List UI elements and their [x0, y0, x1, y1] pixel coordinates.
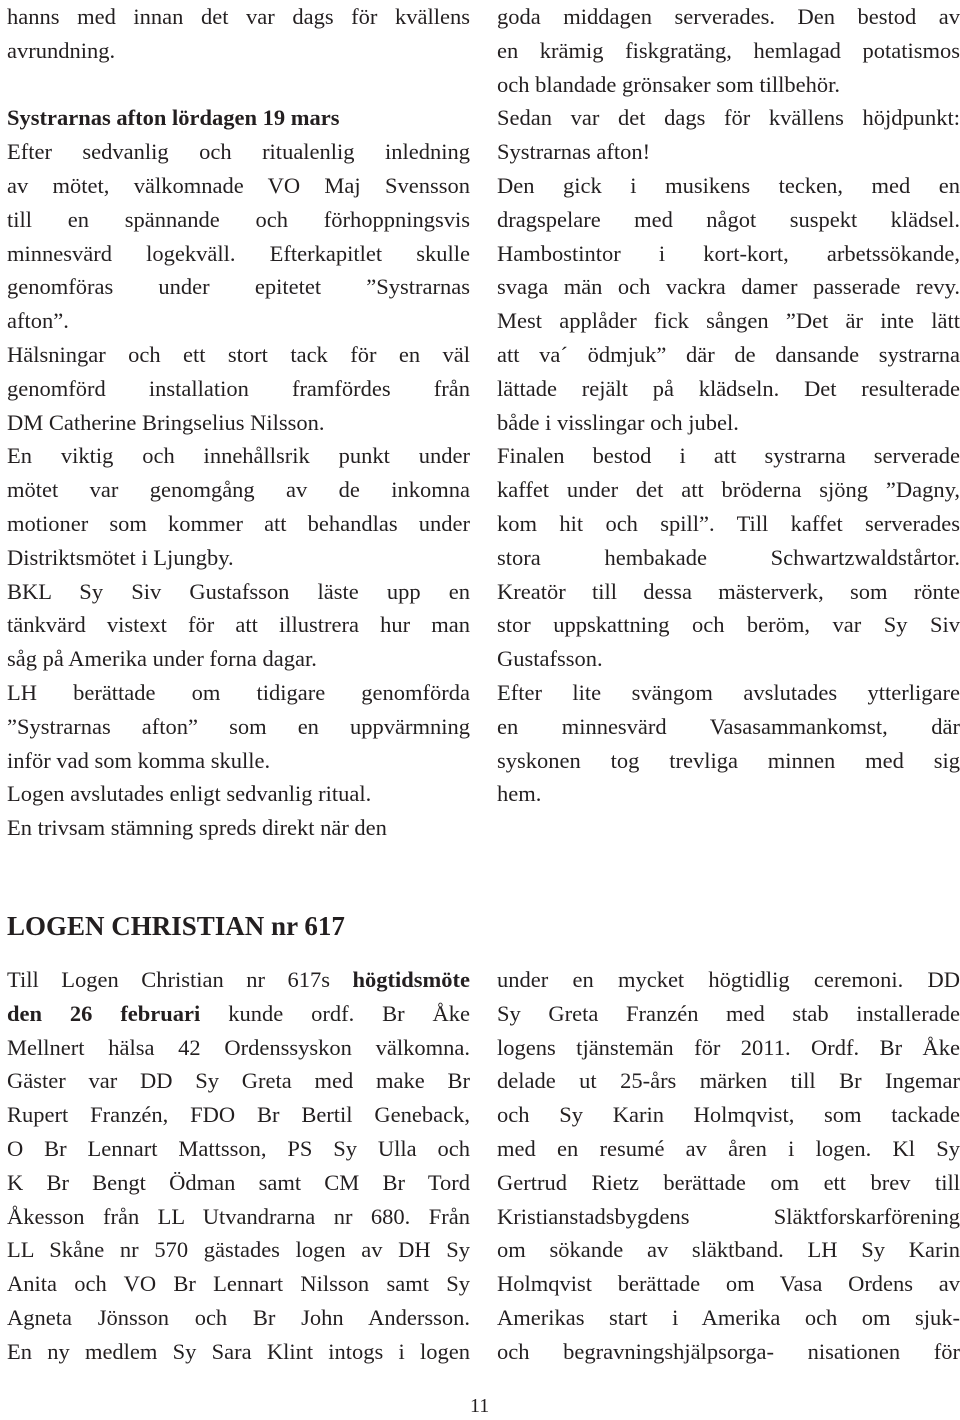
text-line: kom hit och spill”. Till kaffet serverades	[497, 510, 960, 536]
text-line: Kristianstadsbygdens Släktforskarförening	[497, 1203, 960, 1229]
article-column-top-left	[7, 0, 470, 845]
text-line: LL Skåne nr 570 gästades logen av DH Sy	[7, 1237, 470, 1263]
text-line: LH berättade om tidigare genomförda	[7, 679, 470, 705]
text-line: O Br Lennart Mattsson, PS Sy Ulla och	[7, 1135, 470, 1161]
text-line: K Br Bengt Ödman samt CM Br Tord	[7, 1169, 470, 1195]
text-line: svaga män och vackra damer passerade revy.	[497, 274, 960, 300]
paragraph	[497, 676, 960, 811]
text-line: Den gick i musikens tecken, med en	[497, 172, 960, 198]
text-line: Gäster var DD Sy Greta med make Br	[7, 1068, 470, 1094]
text-line: goda middagen serverades. Den bestod av	[497, 4, 960, 29]
text-line: stor uppskattning och beröm, var Sy Siv	[497, 612, 960, 638]
text-line: Sy Greta Franzén med stab installerade	[497, 1000, 960, 1026]
text-line: Logen avslutades enligt sedvanlig ritual.	[7, 781, 372, 807]
text-run: kunde ordf. Br Åke	[200, 1000, 470, 1026]
text-line: kaffet under det att bröderna sjöng ”Dagny,	[497, 477, 960, 503]
text-line: genomförd installation framfördes från	[7, 375, 470, 401]
text-line: En ny medlem Sy Sara Klint intogs i logen	[7, 1338, 470, 1364]
text-line: Anita och VO Br Lennart Nilsson samt Sy	[7, 1271, 470, 1297]
paragraph	[7, 676, 470, 777]
text-run: Till Logen Christian nr 617s	[7, 967, 353, 992]
text-line: stora hembakade Schwartzwaldstårtor.	[497, 544, 960, 570]
paragraph	[7, 777, 470, 811]
text-line: både i visslingar och jubel.	[497, 409, 739, 435]
text-line: DM Catherine Bringselius Nilsson.	[7, 409, 325, 435]
text-line: Kreatör till dessa mästerverk, som rönte	[497, 578, 960, 604]
text-line: om sökande av släktband. LH Sy Karin	[497, 1237, 960, 1263]
text-line: Amerikas start i Amerika och om sjuk-	[497, 1304, 960, 1330]
text-line: Gustafsson.	[497, 646, 603, 672]
text-line: och begravningshjälpsorga- nisationen för	[497, 1338, 960, 1364]
text-line: afton”.	[7, 308, 69, 334]
text-line: ”Systrarnas afton” som en uppvärmning	[7, 713, 470, 739]
paragraph	[497, 439, 960, 676]
text-line: en krämig fiskgratäng, hemlagad potatismos	[497, 37, 960, 63]
article-column-bottom-left	[7, 963, 470, 1369]
text-line	[7, 997, 470, 1031]
text-line: minnesvärd logekväll. Efterkapitlet skulle	[7, 240, 470, 266]
text-line: avrundning.	[7, 37, 116, 63]
text-line: såg på Amerika under forna dagar.	[7, 646, 317, 672]
blank-line	[7, 68, 470, 102]
text-line: Distriktsmötet i Ljungby.	[7, 544, 234, 570]
text-line: Efter sedvanlig och ritualenlig inledning	[7, 139, 470, 165]
emphasis-text: den 26 februari	[7, 1000, 201, 1026]
text-line: Gertrud Rietz berättade om ett brev till	[497, 1169, 960, 1195]
paragraph	[7, 338, 470, 439]
paragraph	[497, 0, 960, 101]
emphasis-text: högtidsmöte	[352, 967, 470, 992]
text-line: och blandade grönsaker som tillbehör.	[497, 71, 841, 97]
paragraph	[7, 811, 470, 845]
text-line: inför vad som komma skulle.	[7, 747, 271, 773]
text-line: delade ut 25-års märken till Br Ingemar	[497, 1068, 960, 1094]
text-line: Holmqvist berättade om Vasa Ordens av	[497, 1271, 960, 1297]
paragraph	[7, 575, 470, 676]
paragraph	[7, 439, 470, 574]
text-line: Mest applåder fick sången ”Det är inte lätt	[497, 308, 960, 334]
article-heading: Systrarnas afton lördagen 19 mars	[7, 105, 340, 131]
text-line: Hambostintor i kort-kort, arbetssökande,	[497, 240, 960, 266]
paragraph	[497, 169, 960, 439]
text-line: En trivsam stämning spreds direkt när den	[7, 815, 387, 841]
paragraph	[7, 135, 470, 338]
text-line	[7, 963, 470, 997]
text-line: Sedan var det dags för kvällens höjdpunkt:	[497, 105, 960, 131]
text-line: Systrarnas afton!	[497, 139, 651, 165]
text-line: syskonen tog trevliga minnen med sig	[497, 747, 960, 773]
text-line: Mellnert hälsa 42 Ordenssyskon välkomna.	[7, 1034, 470, 1060]
text-line: genomföras under epitetet ”Systrarnas	[7, 274, 470, 300]
text-line: hanns med innan det var dags för kvällens	[7, 4, 470, 29]
text-line: av mötet, välkomnade VO Maj Svensson	[7, 172, 470, 198]
text-line: att va´ ödmjuk” där de dansande systrarna	[497, 341, 960, 367]
text-line: Hälsningar och ett stort tack för en väl	[7, 341, 470, 367]
text-line: BKL Sy Siv Gustafsson läste upp en	[7, 578, 470, 604]
text-line: Efter lite svängom avslutades ytterligare	[497, 679, 960, 705]
text-line: logens tjänstemän för 2011. Ordf. Br Åke	[497, 1034, 960, 1060]
text-line: mötet var genomgång av de inkomna	[7, 477, 470, 503]
text-line: och Sy Karin Holmqvist, som tackade	[497, 1102, 960, 1128]
text-line: motioner som kommer att behandlas under	[7, 510, 470, 536]
article-column-top-right	[497, 0, 960, 811]
text-line: en minnesvärd Vasasammankomst, där	[497, 713, 960, 739]
text-line: lättade rejält på klädseln. Det resulterade	[497, 375, 960, 401]
text-line: En viktig och innehållsrik punkt under	[7, 443, 470, 469]
text-line: tänkvärd vistext för att illustrera hur man	[7, 612, 470, 638]
section-title: LOGEN CHRISTIAN nr 617	[7, 911, 345, 941]
text-line: under en mycket högtidlig ceremoni. DD	[497, 967, 960, 992]
page-number: 11	[470, 1395, 490, 1417]
text-line: Finalen bestod i att systrarna serverade	[497, 443, 960, 469]
text-line: med en resumé av åren i logen. Kl Sy	[497, 1135, 960, 1161]
article-column-bottom-right	[497, 963, 960, 1369]
text-line: hem.	[497, 781, 542, 807]
paragraph	[497, 101, 960, 169]
text-line: till en spännande och förhoppningsvis	[7, 206, 470, 232]
text-line: dragspelare med något suspekt klädsel.	[497, 206, 960, 232]
text-line: Rupert Franzén, FDO Br Bertil Geneback,	[7, 1102, 470, 1128]
text-line: Agneta Jönsson och Br John Andersson.	[7, 1304, 470, 1330]
text-line: Åkesson från LL Utvandrarna nr 680. Från	[7, 1203, 470, 1229]
